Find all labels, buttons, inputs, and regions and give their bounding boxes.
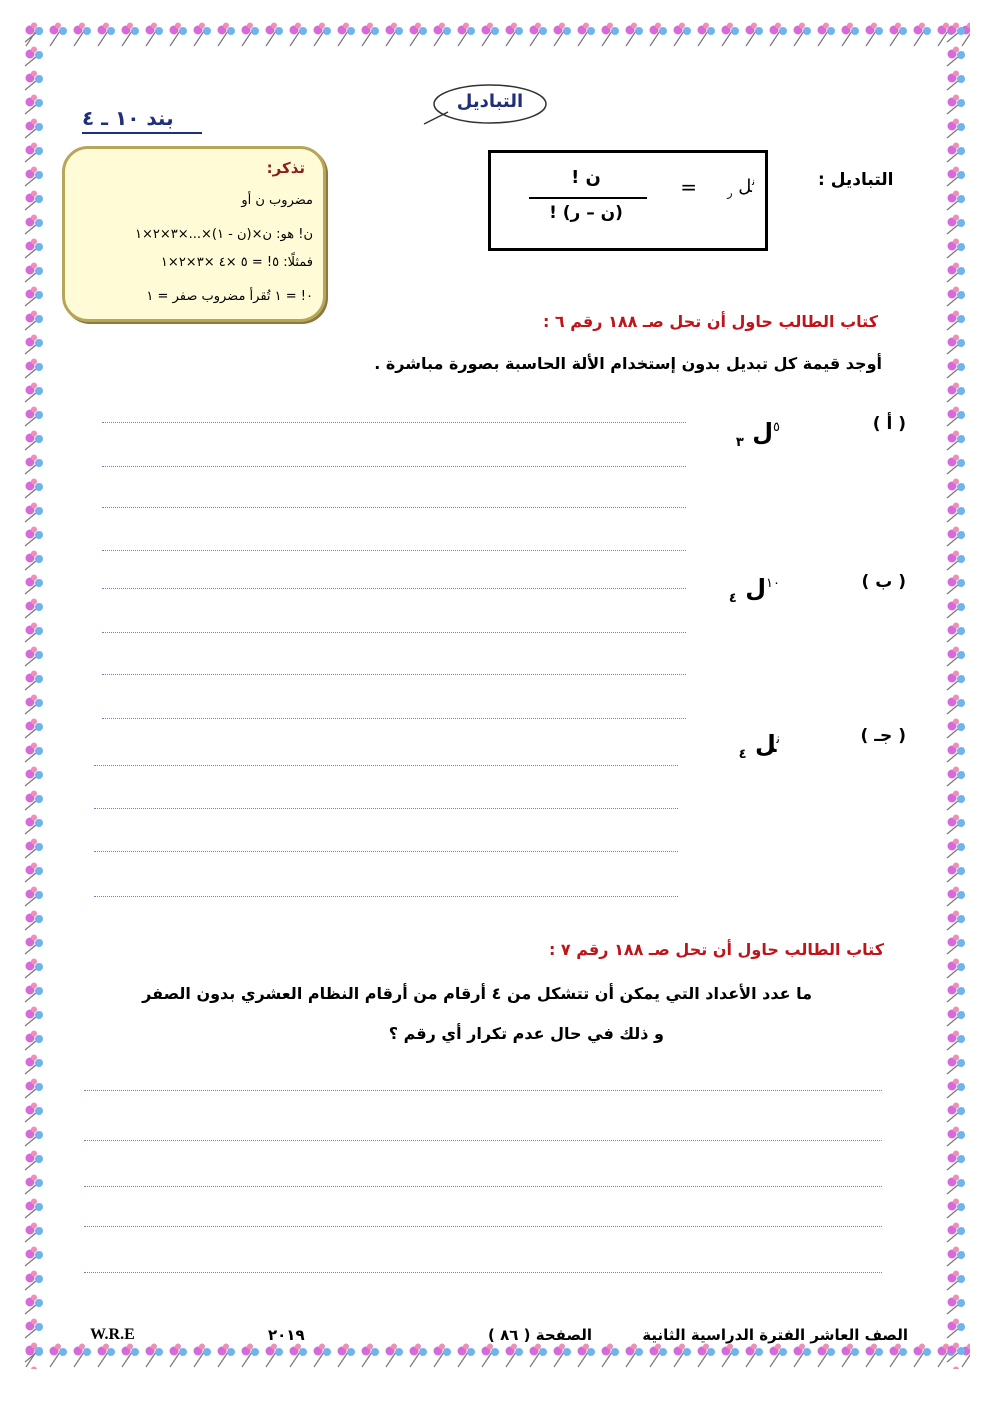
decorative-border-top: [22, 22, 970, 48]
page-title: التباديل: [456, 91, 524, 112]
title-bubble: [420, 82, 550, 128]
exercise2-instruction: كتاب الطالب حاول أن تحل صـ ١٨٨ رقم ٧ :: [548, 940, 884, 959]
remember-line: مضروب ن أو: [241, 193, 313, 208]
answer-line[interactable]: [102, 550, 686, 551]
exercise2-question-line1: ما عدد الأعداد التي يمكن أن تتشكل من ٤ أرقام من أرقام النظام العشري بدون الصفر: [142, 984, 812, 1003]
exercise1-instruction: كتاب الطالب حاول أن تحل صـ ١٨٨ رقم ٦ :: [542, 312, 878, 331]
remember-line: فمثلًا: ٥! = ٥ ×٤ ×٣×٢×١: [160, 255, 313, 270]
item-a-sub: ٣: [735, 434, 744, 450]
answer-line[interactable]: [102, 422, 686, 423]
item-b-base: ل: [745, 574, 767, 602]
item-c-sub: ٤: [738, 746, 747, 762]
decorative-border-left: [22, 22, 48, 1369]
exercise1-question: أوجد قيمة كل تبديل بدون إستخدام الألة الحاسبة بصورة مباشرة .: [374, 354, 882, 373]
remember-note: [62, 146, 326, 322]
item-c-base: ل: [754, 730, 777, 758]
answer-line[interactable]: [84, 1186, 882, 1187]
footer-page-number: الصفحة ( ٨٦ ): [488, 1326, 592, 1344]
footer-author: W.R.E: [90, 1326, 135, 1343]
section-number: بند ١٠ ـ ٤: [82, 106, 202, 134]
answer-line[interactable]: [102, 507, 686, 508]
item-a-permutation: [736, 418, 780, 450]
item-c-permutation: [739, 730, 780, 762]
item-b-permutation: [729, 574, 780, 606]
answer-line[interactable]: [84, 1272, 882, 1273]
answer-line[interactable]: [102, 718, 686, 719]
formula-lhs-base: ل: [738, 176, 752, 197]
formula-equals: =: [680, 175, 697, 199]
permutation-formula-box: [488, 150, 768, 251]
formula-lhs-sub: ر: [727, 186, 733, 200]
formula-numerator: ن !: [571, 167, 601, 188]
answer-line[interactable]: [94, 896, 678, 897]
decorative-border-right: [944, 22, 970, 1369]
item-a-label: ( أ ): [872, 414, 906, 434]
formula-lhs: [727, 175, 755, 200]
remember-heading: تذكر:: [266, 159, 305, 177]
formula-denominator: (ن – ر) !: [549, 203, 623, 223]
item-b-sub: ٤: [728, 590, 737, 606]
item-a-base: ل: [752, 418, 774, 446]
answer-line[interactable]: [102, 674, 686, 675]
answer-line[interactable]: [102, 632, 686, 633]
answer-line[interactable]: [94, 765, 678, 766]
item-b-label: ( ب ): [861, 572, 906, 592]
formula-lhs-sup: ن: [751, 175, 755, 188]
fraction-bar: [529, 197, 647, 199]
item-b-sup: ١٠: [766, 576, 780, 591]
formula-label: التباديل :: [818, 170, 894, 190]
remember-line: ن! هو: ن×(ن - ١)×...×٣×٢×١: [134, 227, 313, 242]
remember-line: ٠! = ١ تُقرأ مضروب صفر = ١: [146, 289, 313, 304]
answer-line[interactable]: [94, 808, 678, 809]
answer-line[interactable]: [102, 466, 686, 467]
answer-line[interactable]: [84, 1090, 882, 1091]
answer-line[interactable]: [102, 588, 686, 589]
item-c-label: ( جـ ): [860, 726, 906, 746]
footer-grade: الصف العاشر الفترة الدراسية الثانية: [642, 1326, 908, 1344]
footer-year: ٢٠١٩: [268, 1326, 305, 1344]
item-a-sup: ٥: [773, 420, 780, 435]
item-c-sup: ن: [776, 732, 780, 747]
decorative-border-bottom: [22, 1343, 970, 1369]
exercise2-question-line2: و ذلك في حال عدم تكرار أي رقم ؟: [388, 1024, 664, 1043]
answer-line[interactable]: [84, 1140, 882, 1141]
answer-line[interactable]: [84, 1226, 882, 1227]
answer-line[interactable]: [94, 851, 678, 852]
